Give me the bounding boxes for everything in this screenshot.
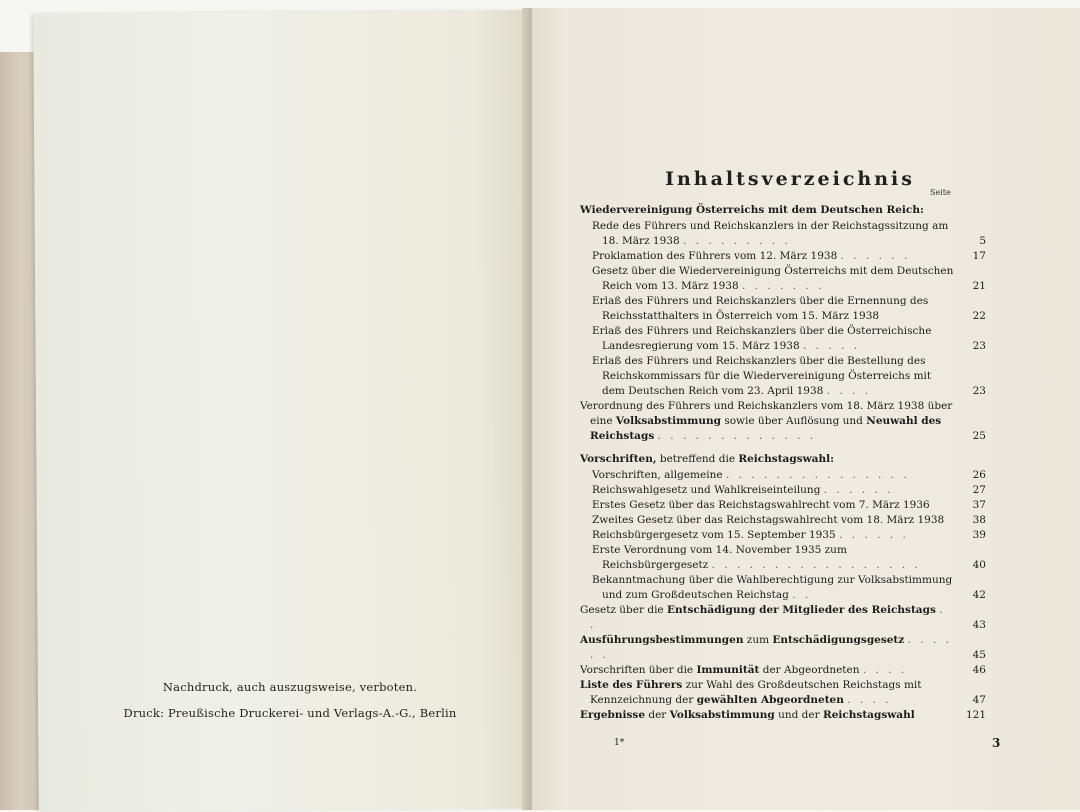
toc-entry-keyword: Neuwahl des Reichstags: [590, 415, 942, 442]
heading-part: betreffend die: [656, 453, 739, 465]
toc-entry-page: 17: [972, 250, 986, 262]
toc-entry-text: Vorschriften, allgemeine: [592, 469, 723, 481]
toc-entry-text: Erlaß des Führers und Reichskanzlers über die Ernennung des Reichsstatthalters in Österreich vom 15. März 1938: [592, 295, 929, 322]
toc-entry-page: 46: [972, 664, 986, 676]
toc-entry-text: Proklamation des Führers vom 12. März 1938: [592, 250, 838, 262]
toc-entry-page: 27: [972, 484, 986, 496]
toc-entry: Erste Verordnung vom 14. November 1935 zum Reichsbürgergesetz . . . . . . . . . . . . . . . . . 40: [592, 544, 986, 571]
toc-entry-text: Bekanntmachung über die Wahlberechtigung zur Volksabstimmung und zum Großdeutschen Reichstag: [592, 574, 953, 601]
toc-entry: [592, 498, 990, 513]
page-number: 3: [992, 736, 1001, 750]
toc-entry-page: 39: [972, 529, 986, 541]
toc-entry-text: Zweites Gesetz über das Reichstagswahlrecht vom 18. März 1938: [592, 514, 945, 526]
toc-entry-keyword: Reichstagswahl: [822, 709, 915, 721]
toc-entry-keyword: Immunität: [696, 664, 760, 676]
toc-title: Inhaltsverzeichnis: [665, 168, 915, 190]
toc-entry-text: zur Wahl des Großdeutschen Reichstags mit Kennzeichnung der: [590, 679, 922, 706]
toc-entry: [592, 294, 990, 324]
toc-entry-text: sowie über Auflösung und: [720, 415, 867, 427]
toc-entry: Liste des Führers zur Wahl des Großdeutschen Reichstags mit Kennzeichnung der gewählten Abgeordneten . . . . 47: [580, 679, 986, 706]
toc-entry-page: 37: [972, 499, 986, 511]
toc-entry-text: Reichswahlgesetz und Wahlkreiseinteilung: [592, 484, 821, 496]
toc-entry-page: 40: [972, 559, 986, 571]
toc-entry: Erlaß des Führers und Reichskanzlers über die Bestellung des Reichskommissars für die Wiedervereinigung Österreichs mit dem Deutschen Reich vom 23. April 1938 . . . . 23: [592, 355, 986, 397]
toc-entry-keyword: gewählten Abgeordneten: [696, 694, 844, 706]
toc-entry: Rede des Führers und Reichskanzlers in der Reichstagssitzung am 18. März 1938 . . . . . . . . . 5: [592, 220, 986, 247]
toc-entry-text: Rede des Führers und Reichskanzlers in der Reichstagssitzung am 18. März 1938: [592, 220, 949, 247]
section-heading-reunification: Wiedervereinigung Österreichs mit dem Deutschen Reich:: [580, 204, 924, 216]
toc-entry-page: 23: [972, 340, 986, 352]
toc-entry-text: Erlaß des Führers und Reichskanzlers über die Österreichische Landesregierung vom 15. März 1938: [592, 325, 932, 352]
toc-entry-page: 121: [965, 709, 986, 721]
section-heading-election-rules: [580, 452, 990, 467]
toc-entry-text: der Abgeordneten: [759, 664, 860, 676]
toc-entry: Bekanntmachung über die Wahlberechtigung zur Volksabstimmung und zum Großdeutschen Reichstag . . 42: [592, 574, 986, 601]
toc-entry-text: Erste Verordnung vom 14. November 1935 zum Reichsbürgergesetz: [592, 544, 847, 571]
toc-entry: Gesetz über die Entschädigung der Mitglieder des Reichstags . . 43: [580, 604, 986, 631]
toc-entry-keyword: Volksabstimmung: [669, 709, 775, 721]
toc-entry-page: 47: [972, 694, 986, 706]
toc-entry-text: der: [645, 709, 670, 721]
toc-entry-text: Reichsbürgergesetz vom 15. September 1935: [592, 529, 836, 541]
heading-part: Reichstagswahl:: [738, 453, 834, 465]
signature-mark: 1*: [614, 738, 625, 748]
toc-entry: [592, 513, 990, 528]
toc-entry: Gesetz über die Wiedervereinigung Österreichs mit dem Deutschen Reich vom 13. März 1938 . . . . . . . 21: [592, 265, 986, 292]
toc-entry: Reichsbürgergesetz vom 15. September 1935 . . . . . . 39: [592, 529, 986, 541]
toc-entry-page: 43: [972, 619, 986, 631]
toc-entry-page: 23: [972, 385, 986, 397]
toc-entry: Ausführungsbestimmungen zum Entschädigungsgesetz . . . . . . 45: [580, 634, 986, 661]
toc-entry-text: Gesetz über die: [580, 604, 667, 616]
toc-entry-keyword: Volksabstimmung: [615, 415, 721, 427]
heading-part: Vorschriften,: [580, 453, 657, 465]
toc-entry-keyword: Entschädigung der Mitglieder des Reichstags: [666, 604, 936, 616]
toc-entry-keyword: Liste des Führers: [580, 679, 683, 691]
toc-entry-text: und der: [774, 709, 823, 721]
toc-entry-page: 45: [972, 649, 986, 661]
toc-entry-text: Gesetz über die Wiedervereinigung Österreichs mit dem Deutschen Reich vom 13. März 1938: [592, 265, 954, 292]
toc-entry: Erlaß des Führers und Reichskanzlers über die Österreichische Landesregierung vom 15. März 1938 . . . . . 23: [592, 325, 986, 352]
toc-entry-text: Vorschriften über die: [580, 664, 697, 676]
toc-entry-keyword: Entschädigungsgesetz: [772, 634, 905, 646]
toc-entry-page: 5: [979, 235, 986, 247]
toc-entry-keyword: Ausführungsbestimmungen: [580, 634, 744, 646]
toc-entry-keyword: Ergebnisse: [580, 709, 646, 721]
toc-entry-text: Erstes Gesetz über das Reichstagswahlrecht vom 7. März 1936: [592, 499, 930, 511]
table-of-contents: [580, 203, 990, 723]
toc-entry: Reichswahlgesetz und Wahlkreiseinteilung . . . . . . 27: [592, 484, 986, 496]
toc-entry-page: 26: [972, 469, 986, 481]
toc-entry: Proklamation des Führers vom 12. März 1938 . . . . . . 17: [592, 250, 986, 262]
imprint-reprint-notice: Nachdruck, auch auszugsweise, verboten.: [162, 680, 418, 694]
toc-entry-page: 22: [972, 310, 986, 322]
toc-entry-text: zum: [743, 634, 773, 646]
toc-entry-page: 42: [972, 589, 986, 601]
toc-entry-text: Verordnung des Führers und Reichskanzlers vom 18. März 1938 über eine: [580, 400, 953, 427]
toc-entry: [580, 708, 990, 723]
toc-entry-verordnung: Verordnung des Führers und Reichskanzlers vom 18. März 1938 über eine Volksabstimmung sowie über Auflösung und Neuwahl des Reichstags . . . . . . . . . . . . . 25: [580, 400, 986, 442]
toc-entry-page: 21: [972, 280, 986, 292]
imprint-printer: Druck: Preußische Druckerei- und Verlags-A.-G., Berlin: [123, 706, 457, 720]
toc-entry: Vorschriften über die Immunität der Abgeordneten . . . . 46: [580, 664, 986, 676]
toc-entry-page: 38: [972, 514, 986, 526]
page-column-label: Seite: [930, 188, 951, 197]
toc-entry: Vorschriften, allgemeine . . . . . . . . . . . . . . . 26: [592, 469, 986, 481]
toc-entry-page: 25: [972, 430, 986, 442]
toc-entry-text: Erlaß des Führers und Reichskanzlers über die Bestellung des Reichskommissars für die Wiedervereinigung Österreichs mit dem Deutschen Reich vom 23. April 1938: [592, 355, 932, 397]
